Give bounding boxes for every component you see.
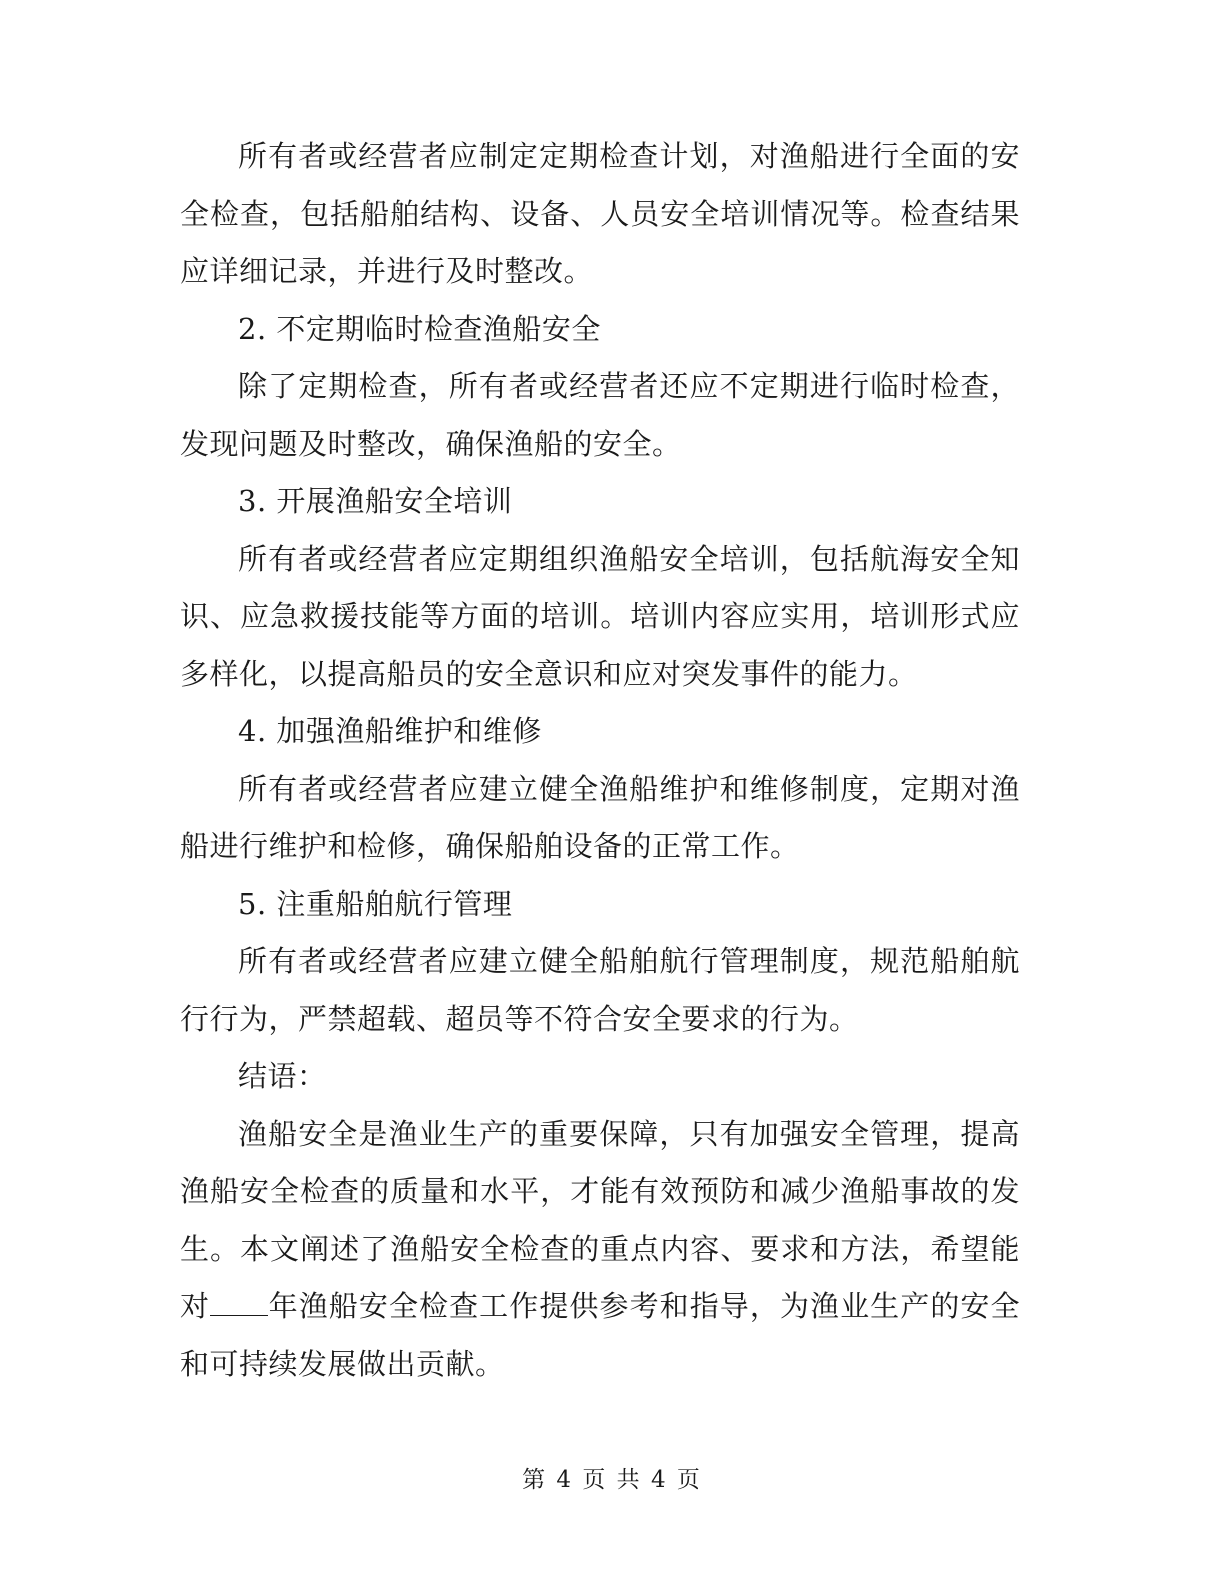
page-number-footer: 第 4 页 共 4 页 bbox=[522, 1467, 702, 1493]
paragraph-safety-training: 所有者或经营者应定期组织渔船安全培训，包括航海安全知识、应急救援技能等方面的培训。培训内容应实用，培训形式应多样化，以提高船员的安全意识和应对突发事件的能力。 bbox=[180, 541, 1020, 691]
paragraph-navigation-management: 所有者或经营者应建立健全船舶航行管理制度，规范船舶航行行为，严禁超载、超员等不符合安全要求的行为。 bbox=[180, 944, 1020, 1036]
year-blank-underline bbox=[210, 1291, 268, 1316]
heading-maintenance: 4. 加强渔船维护和维修 bbox=[238, 714, 542, 748]
paragraph-conclusion bbox=[180, 1106, 1020, 1394]
heading-navigation-management: 5. 注重船舶航行管理 bbox=[238, 886, 513, 921]
paragraph-irregular-inspection: 除了定期检查，所有者或经营者还应不定期进行临时检查，发现问题及时整改，确保渔船的安全。 bbox=[180, 369, 1020, 461]
heading-safety-training: 3. 开展渔船安全培训 bbox=[238, 484, 513, 518]
document-body bbox=[180, 128, 1020, 1393]
conclusion-text-after-blank: 年渔船安全检查工作提供参考和指导，为渔业生产的安全和可持续发展做出贡献。 bbox=[180, 1289, 1020, 1381]
paragraph-maintenance: 所有者或经营者应建立健全渔船维护和维修制度，定期对渔船进行维护和检修，确保船舶设备的正常工作。 bbox=[180, 771, 1020, 863]
conclusion-text-before-blank: 渔船安全是渔业生产的重要保障，只有加强安全管理，提高渔船安全检查的质量和水平，才能有效预防和减少渔船事故的发生。本文阐述了渔船安全检查的重点内容、要求和方法，希望能对 bbox=[180, 1116, 1020, 1323]
paragraph-periodic-inspection: 所有者或经营者应制定定期检查计划，对渔船进行全面的安全检查，包括船舶结构、设备、人员安全培训情况等。检查结果应详细记录，并进行及时整改。 bbox=[180, 139, 1020, 288]
heading-conclusion: 结语： bbox=[238, 1059, 327, 1093]
heading-irregular-inspection: 2. 不定期临时检查渔船安全 bbox=[238, 311, 601, 346]
